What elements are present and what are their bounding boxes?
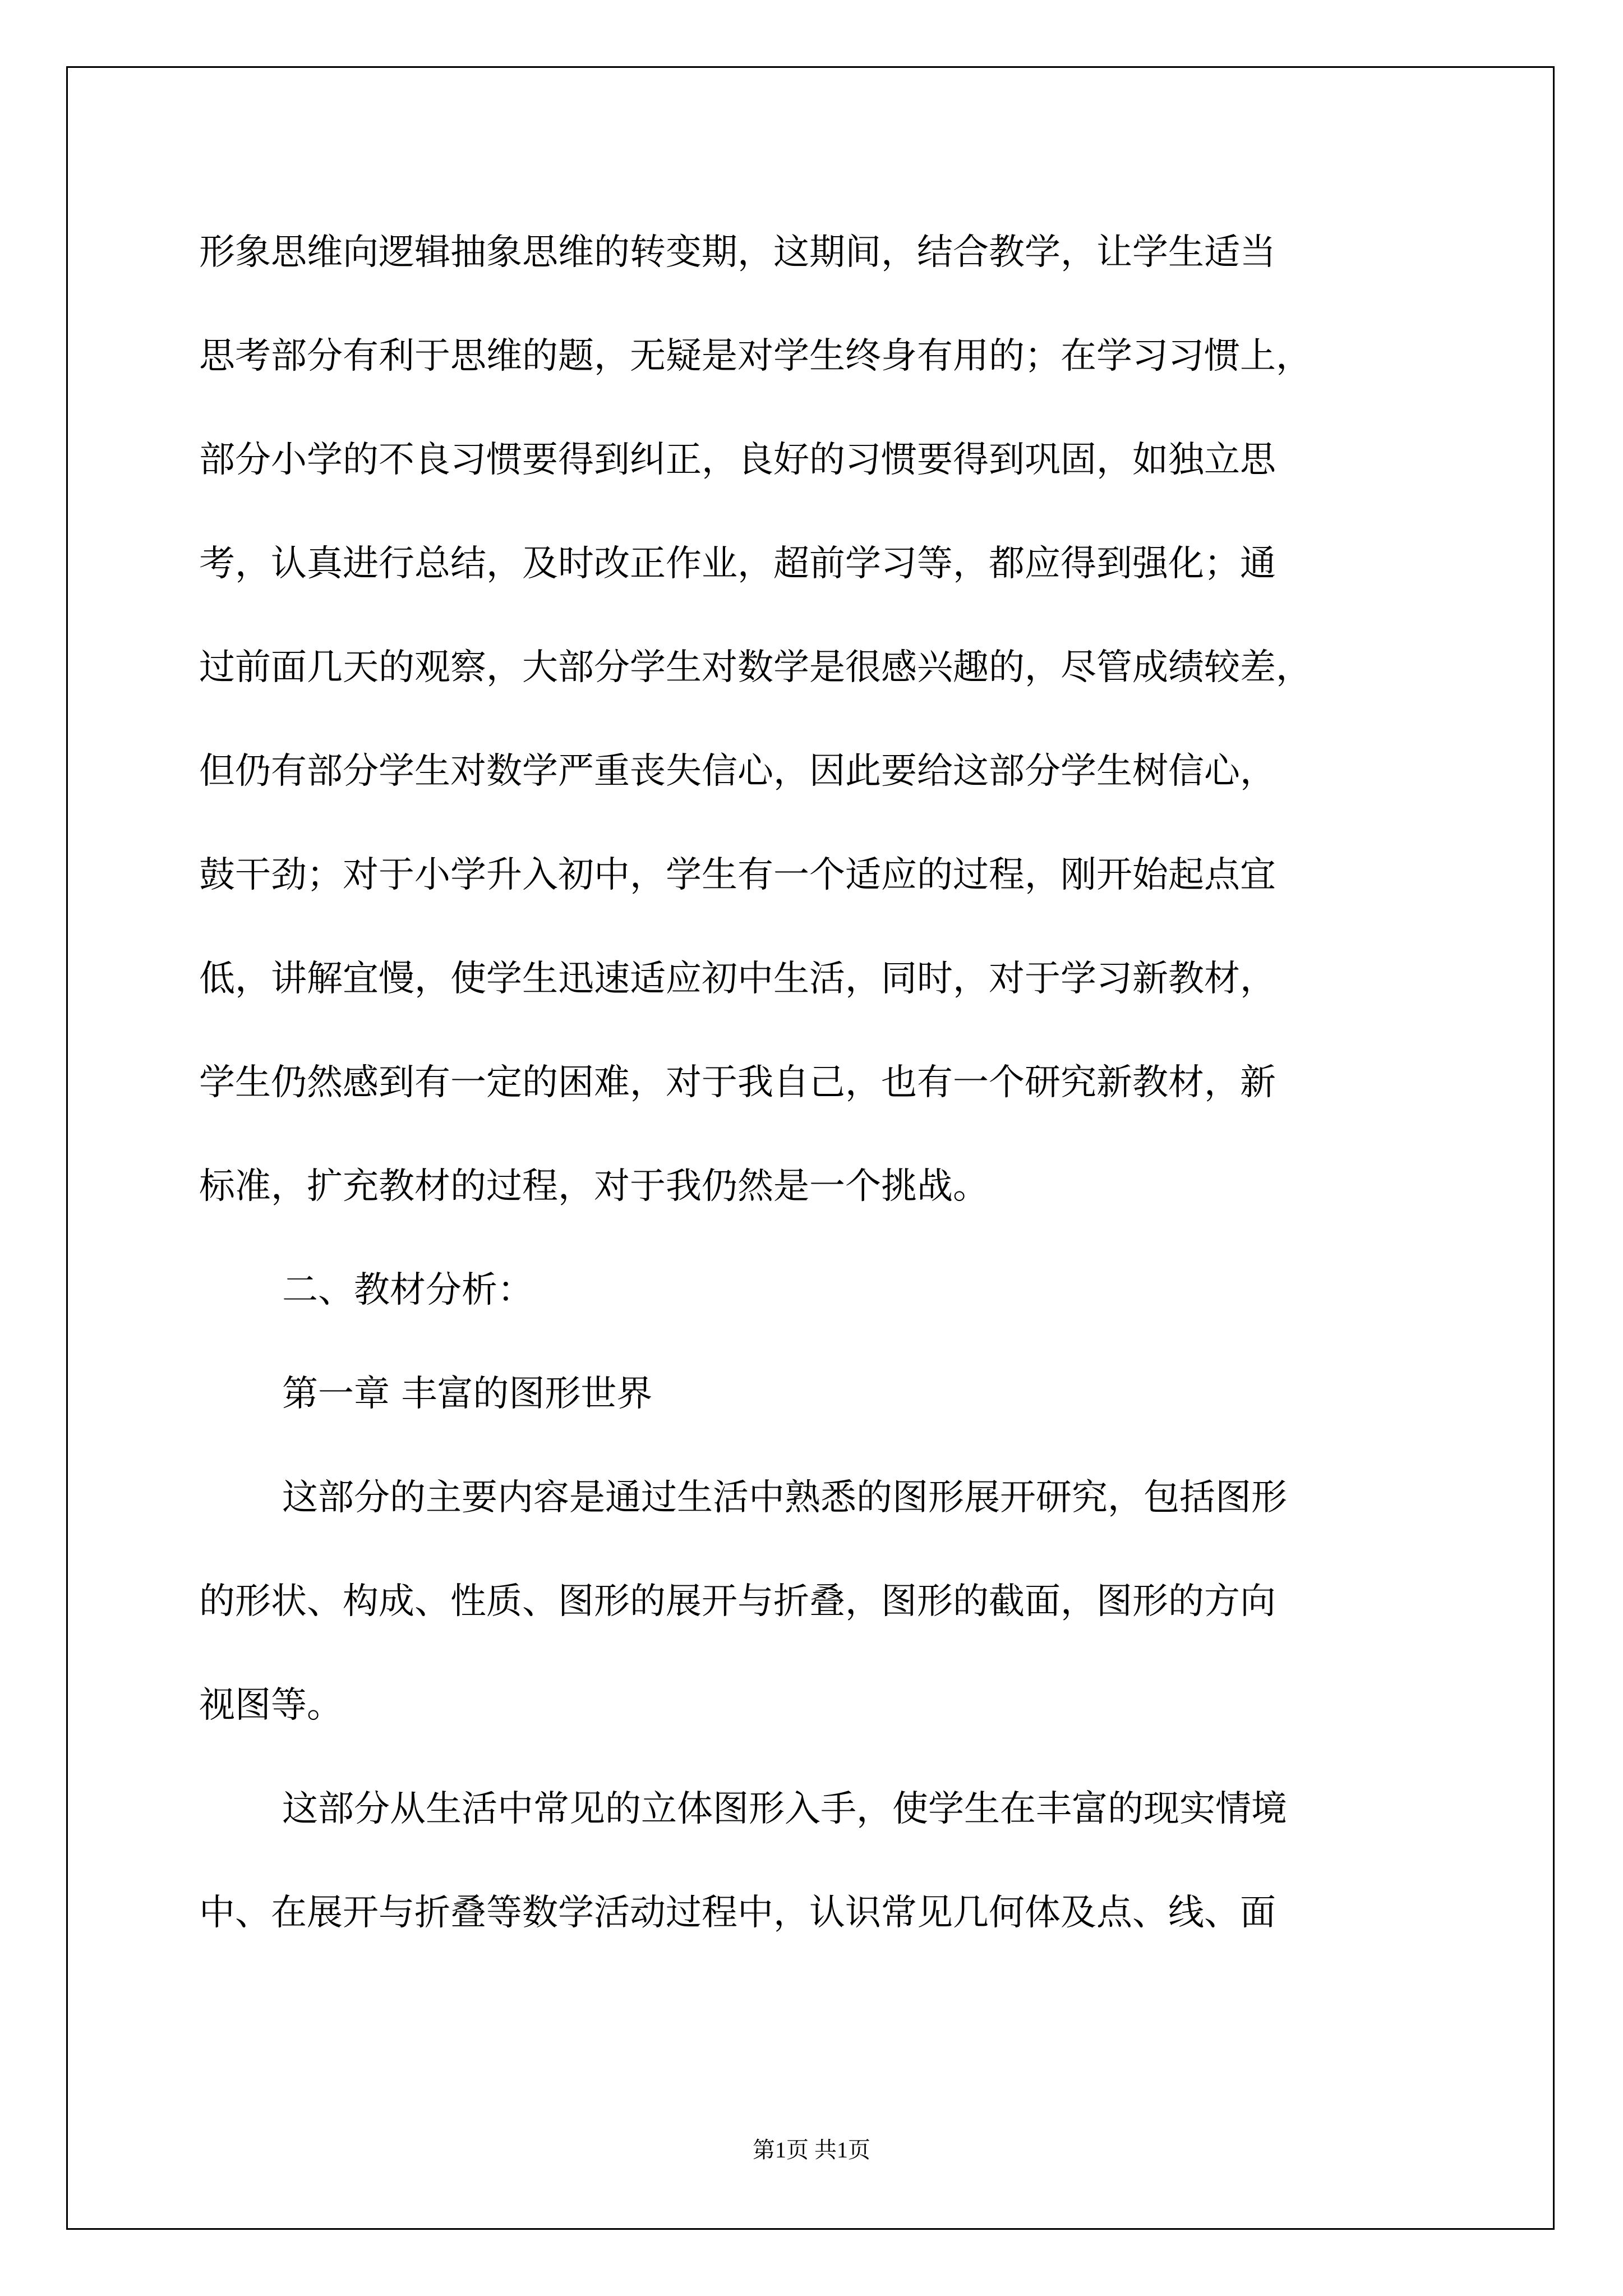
body-line: 的形状、构成、性质、图形的展开与折叠，图形的截面，图形的方向 bbox=[199, 1581, 1276, 1622]
page-footer: 第1页 共1页 bbox=[753, 2137, 870, 2162]
body-line: 鼓干劲；对于小学升入初中，学生有一个适应的过程，刚开始起点宜 bbox=[199, 854, 1276, 896]
body-line: 形象思维向逻辑抽象思维的转变期，这期间，结合教学，让学生适当 bbox=[199, 232, 1276, 273]
body-line: 视图等。 bbox=[199, 1685, 343, 1726]
section-heading: 二、教材分析： bbox=[282, 1269, 533, 1311]
body-line: 标准，扩充教材的过程，对于我仍然是一个挑战。 bbox=[199, 1166, 989, 1207]
body-line: 部分小学的不良习惯要得到纠正，良好的习惯要得到巩固，如独立思 bbox=[199, 439, 1276, 481]
document-body bbox=[199, 201, 1433, 1965]
body-line: 低，讲解宜慢，使学生迅速适应初中生活，同时，对于学习新教材， bbox=[199, 958, 1276, 1000]
body-line: 这部分从生活中常见的立体图形入手，使学生在丰富的现实情境 bbox=[282, 1788, 1287, 1830]
chapter-heading: 第一章 丰富的图形世界 bbox=[282, 1373, 653, 1415]
body-line: 但仍有部分学生对数学严重丧失信心，因此要给这部分学生树信心， bbox=[199, 751, 1276, 792]
body-line: 思考部分有利于思维的题，无疑是对学生终身有用的；在学习习惯上， bbox=[199, 335, 1312, 377]
body-line: 学生仍然感到有一定的困难，对于我自己，也有一个研究新教材，新 bbox=[199, 1062, 1276, 1103]
body-line: 考，认真进行总结，及时改正作业，超前学习等，都应得到强化；通 bbox=[199, 543, 1276, 585]
body-line: 过前面几天的观察，大部分学生对数学是很感兴趣的，尽管成绩较差， bbox=[199, 647, 1312, 688]
body-line: 这部分的主要内容是通过生活中熟悉的图形展开研究，包括图形 bbox=[282, 1477, 1287, 1519]
body-line: 中、在展开与折叠等数学活动过程中，认识常见几何体及点、线、面 bbox=[199, 1892, 1276, 1934]
